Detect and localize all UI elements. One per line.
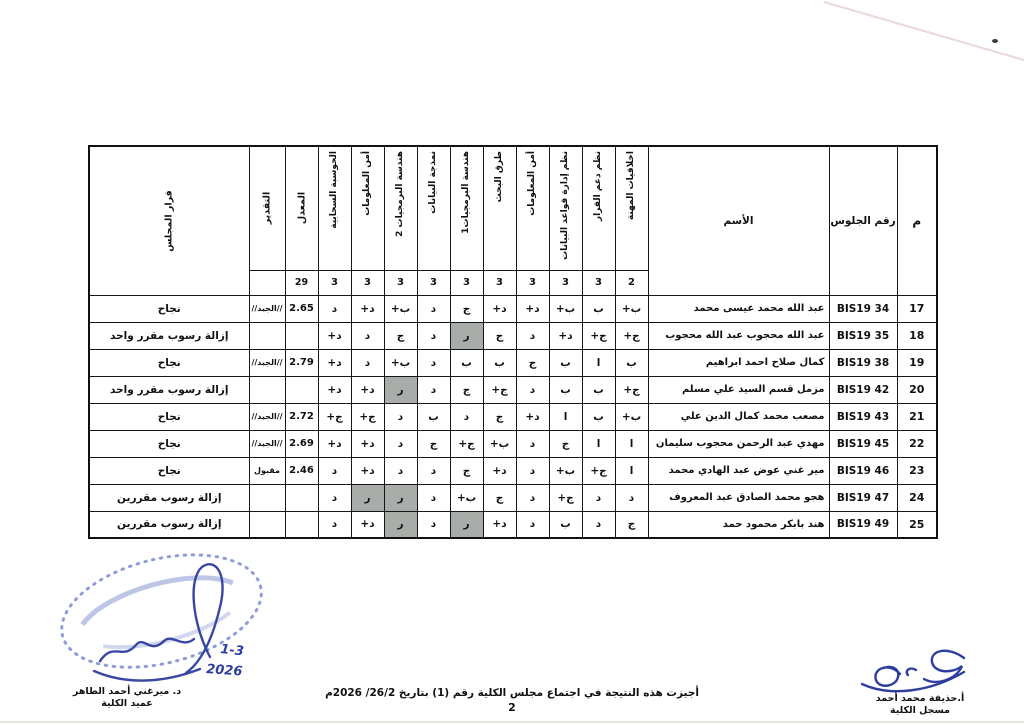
grade-cell: د+ [351, 430, 384, 457]
subject-credit-1: 3 [582, 270, 615, 295]
student-name: عبد الله محمد عيسى محمد [648, 295, 829, 322]
gpa-total-credits: 29 [285, 270, 318, 295]
rating-value [249, 511, 285, 538]
subject-label: اخلاقيات المهنة [625, 151, 636, 221]
student-name: مصعب محمد كمال الدين علي [648, 403, 829, 430]
stamp-date-day: 1-3 [219, 642, 245, 660]
grade-cell: ج [483, 322, 516, 349]
subject-label: هندسة البرمجيات 2 [394, 151, 405, 237]
gpa-value: 2.69 [285, 430, 318, 457]
decision-value: نجاح [89, 403, 249, 430]
grade-cell: د [615, 484, 648, 511]
subject-credit-3: 3 [516, 270, 549, 295]
signature-loop [875, 667, 900, 686]
subject-credit-9: 3 [318, 270, 351, 295]
col-header-seat-number: رقم الجلوس [829, 146, 897, 295]
grade-cell: ب+ [549, 457, 582, 484]
grade-cell: ب+ [615, 295, 648, 322]
grade-cell: د [417, 511, 450, 538]
gpa-value: 2.79 [285, 349, 318, 376]
seat-number: BIS19 38 [829, 349, 897, 376]
gpa-value: 2.46 [285, 457, 318, 484]
grade-cell: ج [384, 322, 417, 349]
col-header-subject-4 [483, 146, 516, 270]
grade-cell: د+ [318, 349, 351, 376]
grade-cell: ا [549, 403, 582, 430]
student-name: مير غني عوض عبد الهادي محمد [648, 457, 829, 484]
decision-value: نجاح [89, 430, 249, 457]
student-name: كمال صلاح احمد ابراهيم [648, 349, 829, 376]
grade-cell: ج+ [318, 403, 351, 430]
grade-cell: د [417, 349, 450, 376]
grade-cell: د [318, 457, 351, 484]
table-row [89, 349, 937, 376]
seat-number: BIS19 42 [829, 376, 897, 403]
grade-cell: ر [384, 484, 417, 511]
seat-number: BIS19 35 [829, 322, 897, 349]
grade-cell: ر [450, 511, 483, 538]
grade-cell: ا [615, 457, 648, 484]
decision-value: نجاح [89, 349, 249, 376]
col-header-subject-7 [384, 146, 417, 270]
grade-cell: د+ [549, 322, 582, 349]
gpa-value [285, 511, 318, 538]
grade-cell: د [516, 484, 549, 511]
seat-number: BIS19 43 [829, 403, 897, 430]
table-body [89, 295, 937, 538]
grade-cell: د [417, 295, 450, 322]
seat-number: BIS19 34 [829, 295, 897, 322]
seat-number: BIS19 47 [829, 484, 897, 511]
table-row [89, 511, 937, 538]
student-name: عبد الله محجوب عبد الله محجوب [648, 322, 829, 349]
grade-cell: ج [549, 430, 582, 457]
table-row [89, 484, 937, 511]
dean-title: عميد الكلية [101, 698, 153, 709]
scan-artifact-bottom-line [0, 721, 1024, 723]
grade-cell: د [516, 430, 549, 457]
grade-cell: ر [351, 484, 384, 511]
row-index: 19 [897, 349, 937, 376]
subject-credit-5: 3 [450, 270, 483, 295]
grade-cell: د [516, 457, 549, 484]
row-index: 25 [897, 511, 937, 538]
grade-cell: ج [450, 295, 483, 322]
grade-cell: ج [483, 403, 516, 430]
col-header-gpa [285, 146, 318, 270]
grade-cell: د [417, 376, 450, 403]
signature-dot [907, 669, 916, 675]
grade-cell: ج [516, 349, 549, 376]
rating-value: مقبول [249, 457, 285, 484]
grade-cell: ب+ [483, 430, 516, 457]
grade-cell: ا [582, 430, 615, 457]
dean-stamp-and-signature [42, 545, 282, 685]
subject-credit-7: 3 [384, 270, 417, 295]
grade-cell: د+ [351, 511, 384, 538]
row-index: 22 [897, 430, 937, 457]
grade-cell: د+ [318, 376, 351, 403]
rating-value: //الجيد// [249, 349, 285, 376]
student-name: مزمل قسم السيد علي مسلم [648, 376, 829, 403]
seat-number: BIS19 49 [829, 511, 897, 538]
grade-cell: ج+ [450, 430, 483, 457]
paper-edge-line [824, 2, 1024, 60]
subject-label: هندسة البرمجيات1 [460, 151, 471, 234]
grade-cell: د [417, 457, 450, 484]
scan-artifact-topright [818, 0, 1024, 70]
decision-label: قرار المجلس [163, 189, 175, 252]
results-table-container [88, 145, 938, 539]
gpa-label: المعدل [296, 192, 307, 225]
grade-cell: د [450, 403, 483, 430]
grade-cell: ب+ [549, 295, 582, 322]
subject-label: أمن المعلومات [526, 151, 537, 216]
seat-number: BIS19 45 [829, 430, 897, 457]
grade-cell: ب [549, 376, 582, 403]
grade-cell: د+ [483, 511, 516, 538]
grade-cell: د+ [483, 457, 516, 484]
grade-cell: ب [549, 349, 582, 376]
signature-scrawl [100, 639, 194, 661]
subject-credit-8: 3 [351, 270, 384, 295]
grade-cell: د+ [351, 457, 384, 484]
subject-credit-4: 3 [483, 270, 516, 295]
grade-cell: ج [483, 484, 516, 511]
subject-label: نظم دعم القرار [592, 151, 603, 222]
table-row [89, 295, 937, 322]
grade-cell: د+ [351, 376, 384, 403]
grade-cell: ب [549, 511, 582, 538]
seat-number: BIS19 46 [829, 457, 897, 484]
rating-value: //الجيد// [249, 403, 285, 430]
decision-value: إزالة رسوب مقررين [89, 511, 249, 538]
col-header-rating [249, 146, 285, 270]
grade-cell: د+ [318, 322, 351, 349]
row-index: 17 [897, 295, 937, 322]
grade-cell: ج+ [582, 322, 615, 349]
grade-cell: ر [384, 511, 417, 538]
rating-value: //الجيد// [249, 295, 285, 322]
table-row [89, 376, 937, 403]
grade-cell: ج [417, 430, 450, 457]
grade-cell: ا [615, 430, 648, 457]
grade-cell: ج [450, 457, 483, 484]
grade-cell: د [384, 457, 417, 484]
subject-label: نمذجة البيانات [427, 151, 438, 214]
gpa-value [285, 484, 318, 511]
rating-value [249, 376, 285, 403]
student-name: مهدي عبد الرحمن محجوب سليمان [648, 430, 829, 457]
row-index: 23 [897, 457, 937, 484]
row-index: 24 [897, 484, 937, 511]
approval-statement: أجيزت هذه النتيجة في اجتماع مجلس الكلية رقم (1) بتاريخ 26/2/ 2026م [325, 687, 699, 699]
subject-label: طرق البحث [493, 151, 504, 203]
decision-value: إزالة رسوب مقرر واحد [89, 376, 249, 403]
dean-name: د. ميرغني أحمد الطاهر [72, 686, 182, 697]
subject-label: أمن المعلومات [361, 151, 372, 216]
grade-cell: ب [483, 349, 516, 376]
decision-value: إزالة رسوب مقررين [89, 484, 249, 511]
grade-cell: د [351, 322, 384, 349]
ink-speck [992, 39, 998, 43]
grade-cell: د+ [318, 430, 351, 457]
stamp-lower-text-arc [103, 613, 233, 657]
signature-ain-glyph [924, 651, 964, 682]
grade-cell: د+ [516, 295, 549, 322]
signature-underline [94, 669, 200, 681]
dean-block [42, 686, 212, 710]
table-row [89, 430, 937, 457]
stamp-date [206, 642, 245, 679]
col-header-name: الأسم [648, 146, 829, 295]
grade-cell: د [417, 322, 450, 349]
decision-value: نجاح [89, 295, 249, 322]
col-header-subject-8 [351, 146, 384, 270]
results-table [88, 145, 938, 539]
grade-cell: د+ [516, 403, 549, 430]
grade-cell: ب+ [450, 484, 483, 511]
subject-credit-6: 3 [417, 270, 450, 295]
gpa-value [285, 376, 318, 403]
row-index: 20 [897, 376, 937, 403]
grade-cell: د [384, 430, 417, 457]
table-row [89, 403, 937, 430]
col-header-subject-6 [417, 146, 450, 270]
grade-cell: د [351, 349, 384, 376]
grade-cell: ب [582, 376, 615, 403]
grade-cell: د [318, 484, 351, 511]
rating-label: التقدير [261, 191, 273, 225]
gpa-value: 2.65 [285, 295, 318, 322]
grade-cell: ب+ [615, 403, 648, 430]
subject-credit-2: 3 [549, 270, 582, 295]
grade-cell: د [384, 403, 417, 430]
header-row [89, 146, 937, 270]
grade-cell: د [318, 511, 351, 538]
grade-cell: ب [450, 349, 483, 376]
decision-value: نجاح [89, 457, 249, 484]
col-header-subject-3 [516, 146, 549, 270]
grade-cell: ر [384, 376, 417, 403]
grade-cell: ج+ [549, 484, 582, 511]
grade-cell: د [318, 295, 351, 322]
table-row [89, 457, 937, 484]
gpa-value [285, 322, 318, 349]
registrar-block [845, 693, 995, 717]
registrar-title: مسجل الكلية [889, 705, 951, 716]
grade-cell: د [417, 484, 450, 511]
grade-cell: ج+ [615, 376, 648, 403]
row-index: 21 [897, 403, 937, 430]
grade-cell: د [582, 511, 615, 538]
registrar-name: أ.حذيفة محمد أحمد [875, 693, 965, 704]
grade-cell: ج+ [615, 322, 648, 349]
rating-value [249, 484, 285, 511]
grade-cell: د [516, 322, 549, 349]
col-header-subject-1 [582, 146, 615, 270]
grade-cell: د [516, 376, 549, 403]
grade-cell: ب [582, 403, 615, 430]
table-head [89, 146, 937, 295]
student-name: هجو محمد الصادق عبد المعروف [648, 484, 829, 511]
grade-cell: د [582, 484, 615, 511]
table-row [89, 322, 937, 349]
col-header-decision [89, 146, 249, 295]
grade-cell: ب+ [384, 349, 417, 376]
rating-value [249, 322, 285, 349]
subject-label: نظم إدارة قواعد البيانات [559, 151, 570, 260]
stamp-date-year: 2026 [205, 662, 243, 680]
grade-cell: د+ [351, 295, 384, 322]
grade-cell: ر [450, 322, 483, 349]
student-name: هند بابكر محمود حمد [648, 511, 829, 538]
col-header-subject-5 [450, 146, 483, 270]
grade-cell: ا [582, 349, 615, 376]
row-index: 18 [897, 322, 937, 349]
rating-credit-empty [249, 270, 285, 295]
grade-cell: ب [615, 349, 648, 376]
gpa-value: 2.72 [285, 403, 318, 430]
col-header-subject-2 [549, 146, 582, 270]
grade-cell: د [516, 511, 549, 538]
grade-cell: ج [450, 376, 483, 403]
stamp-inner-text-arc [77, 566, 234, 625]
subject-credit-0: 2 [615, 270, 648, 295]
grade-cell: ج [615, 511, 648, 538]
grade-cell: ب [417, 403, 450, 430]
col-header-subject-9 [318, 146, 351, 270]
grade-cell: ج+ [582, 457, 615, 484]
registrar-signature [852, 640, 987, 698]
col-header-index: م [897, 146, 937, 295]
grade-cell: ج+ [351, 403, 384, 430]
subject-label: الحوسبة السحابية [328, 151, 339, 229]
grade-cell: ج+ [483, 376, 516, 403]
col-header-subject-0 [615, 146, 648, 270]
grade-cell: ب+ [384, 295, 417, 322]
grade-cell: ب [582, 295, 615, 322]
grade-cell: د+ [483, 295, 516, 322]
rating-value: //الجيد// [249, 430, 285, 457]
page-number: 2 [508, 701, 516, 714]
decision-value: إزالة رسوب مقرر واحد [89, 322, 249, 349]
